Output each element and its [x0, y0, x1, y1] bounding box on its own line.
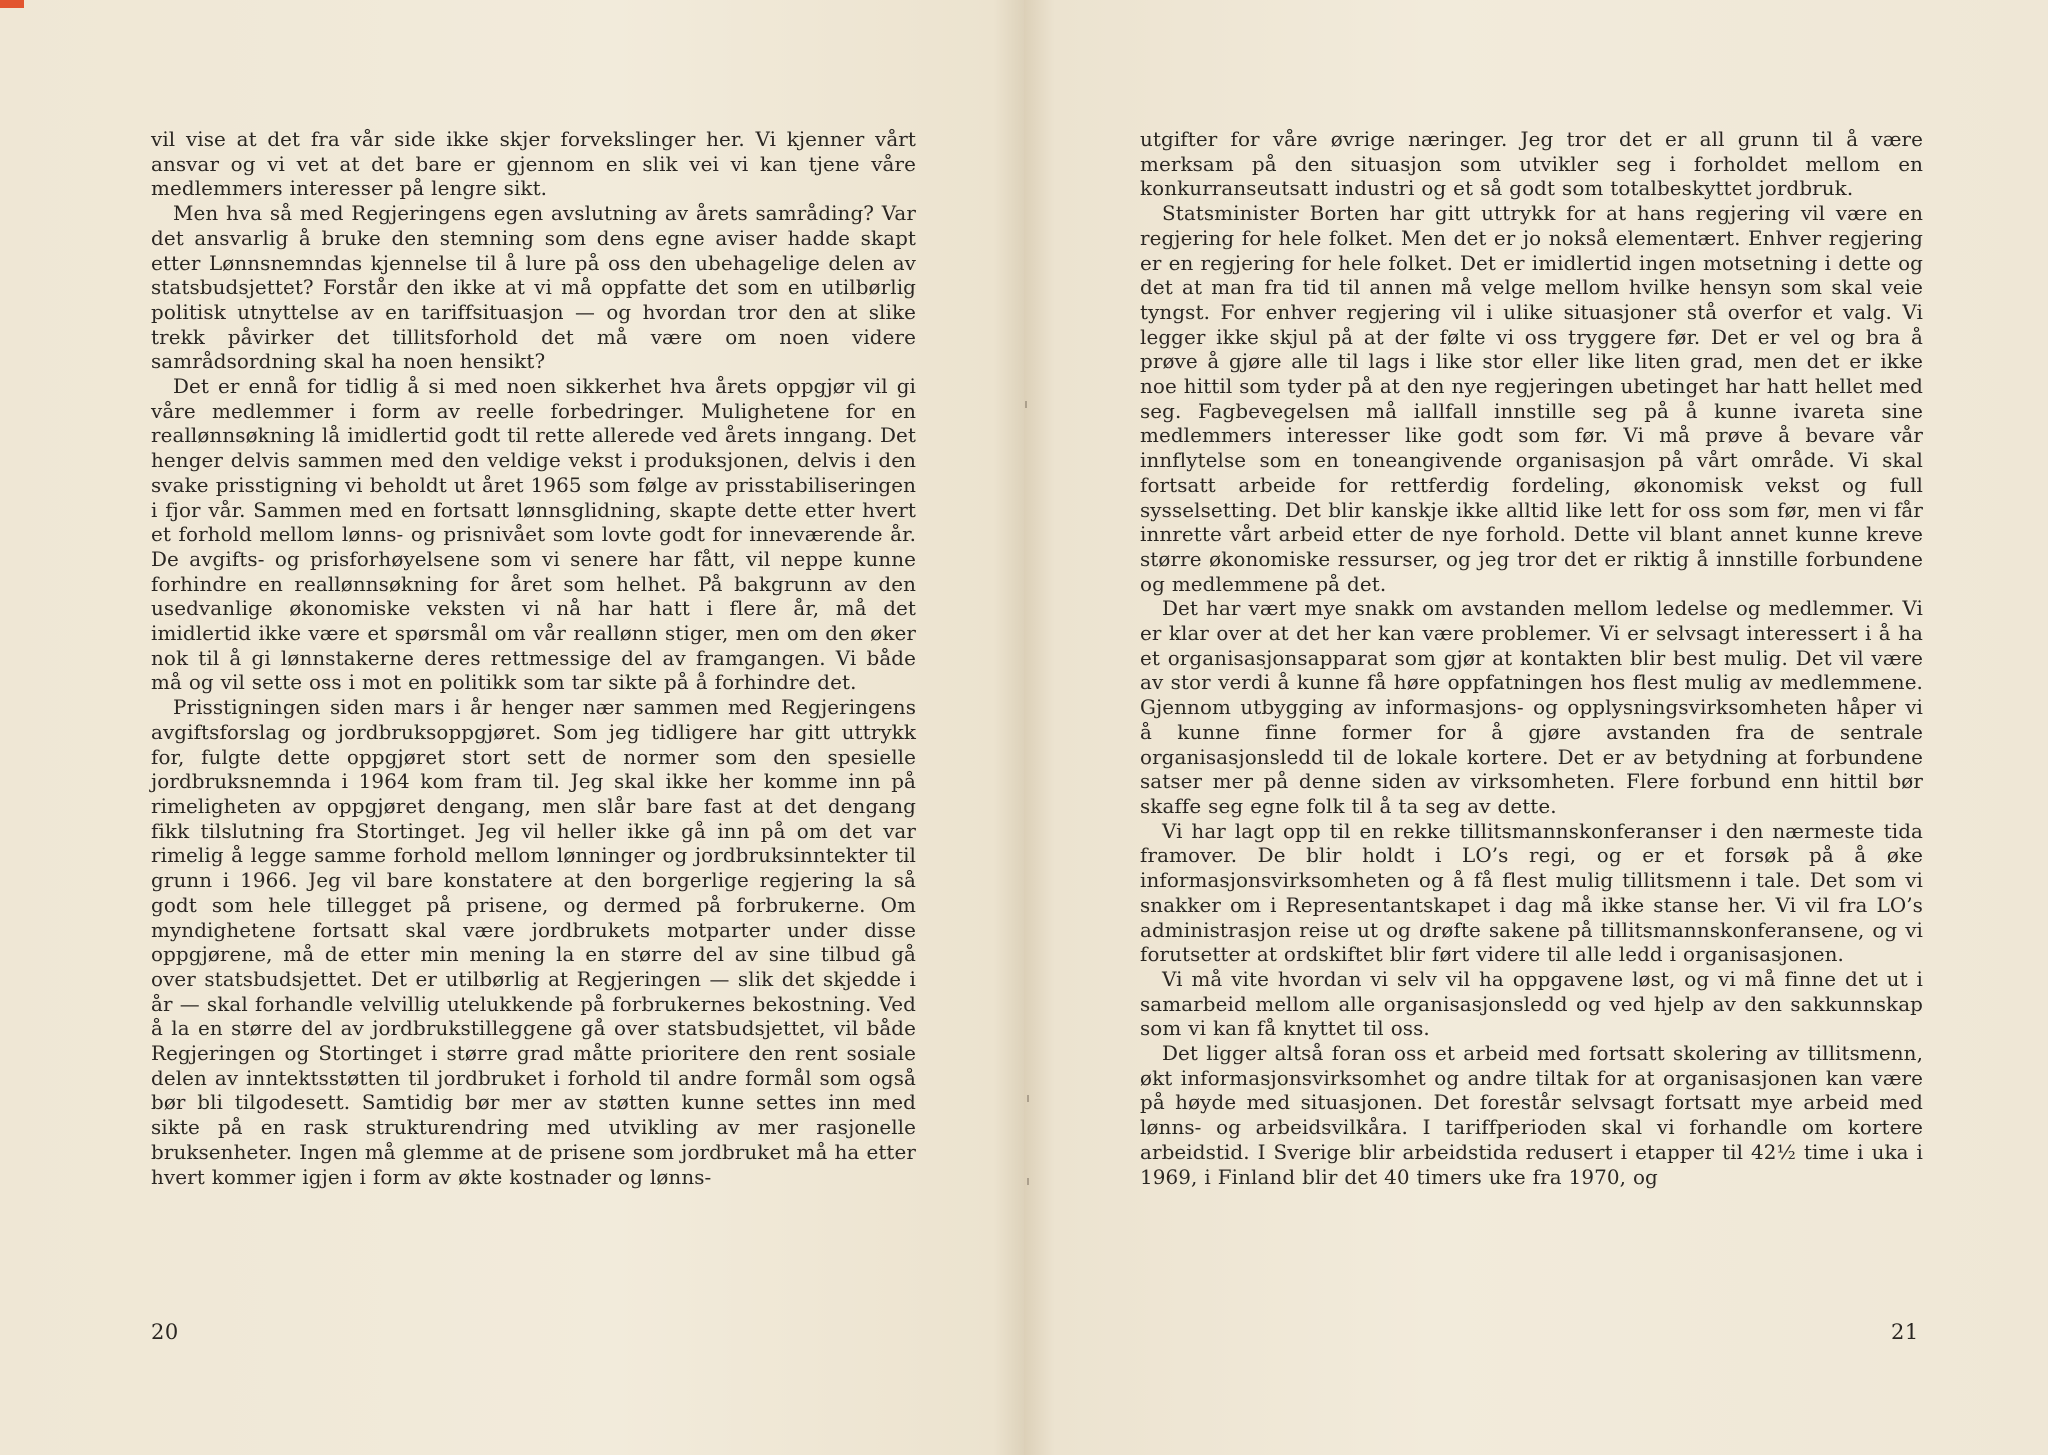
paragraph: Det ligger altså foran oss et arbeid med fortsatt skolering av tillitsmenn, økt informasjonsvirksomhet og andre tiltak for at organisasjonen kan være på høyde med situasjonen. Det forestår selvsagt fortsatt mye arbeid med lønns- og arbeidsvilkåra. I tariffperioden skal vi forhandle om kortere arbeidstid. I Sverige blir arbeidstida redusert i etapper til 42½ time i uka i 1969, i Finland blir det 40 timers uke fra 1970, og [1140, 1042, 1923, 1189]
gutter-mark [1025, 401, 1027, 408]
paragraph: Statsminister Borten har gitt uttrykk for at hans regjering vil være en regjering for hele folket. Men det er jo nokså elementært. Enhver regjering er en regjering for hele folket. Det er imidlertid ingen motsetning i dette og det at man fra tid til annen må velge mellom hvilke hensyn som skal veie tyngst. For enhver regjering vil i ulike situasjoner stå overfor et valg. Vi legger ikke skjul på at der følte vi oss tryggere før. Det er vel og bra å prøve å gjøre alle til lags i like stor eller like liten grad, men det er ikke noe hittil som tyder på at den nye regjeringen ubetinget har hatt hellet med seg. Fagbevegelsen må iallfall innstille seg på å kunne ivareta sine medlemmers interesser like godt som før. Vi må prøve å bevare vår innflytelse som en toneangivende organisasjon på vårt område. Vi skal fortsatt arbeide for rettferdig fordeling, økonomisk vekst og full sysselsetting. Det blir kanskje ikke alltid like lett for oss som før, men vi får innrette vårt arbeid etter de nye forhold. Dette vil blant annet kunne kreve større økonomiske ressurser, og jeg tror det er riktig å innstille forbundene og medlemmene på det. [1140, 202, 1923, 596]
page-number-left: 20 [151, 1320, 179, 1344]
paragraph: Vi må vite hvordan vi selv vil ha oppgavene løst, og vi må finne det ut i samarbeid mellom alle organisasjonsledd og ved hjelp av den sakkunnskap som vi kan få knyttet til oss. [1140, 967, 1923, 1041]
paragraph: Men hva så med Regjeringens egen avslutning av årets samråding? Var det ansvarlig å bruke den stemning som dens egne aviser hadde skapt etter Lønnsnemndas kjennelse til å lure på oss den ubehagelige delen av statsbudsjettet? Forstår den ikke at vi må oppfatte det som en utilbørlig politisk utnyttelse av en tariffsituasjon — og hvordan tror den at slike trekk påvirker det tillitsforhold det må være om noen videre samrådsordning skal ha noen hensikt? [151, 202, 916, 374]
paragraph: Det er ennå for tidlig å si med noen sikkerhet hva årets oppgjør vil gi våre medlemmer i form av reelle forbedringer. Mulighetene for en reallønnsøkning lå imidlertid godt til rette allerede ved årets inngang. Det henger delvis sammen med den veldige vekst i produksjonen, delvis i den svake prisstigning vi beholdt ut året 1965 som følge av prisstabiliseringen i fjor vår. Sammen med en fortsatt lønnsglidning, skapte dette etter hvert et forhold mellom lønns- og prisnivået som lovte godt for inneværende år. De avgifts- og prisforhøyelsene som vi senere har fått, vil neppe kunne forhindre en reallønnsøkning for året som helhet. På bakgrunn av den usedvanlige økonomiske veksten vi nå har hatt i flere år, må det imidlertid ikke være et spørsmål om vår reallønn stiger, men om den øker nok til å gi lønnstakerne deres rettmessige del av framgangen. Vi både må og vil sette oss i mot en politikk som tar sikte på å forhindre det. [151, 375, 916, 695]
paragraph: Prisstigningen siden mars i år henger nær sammen med Regjeringens avgiftsforslag og jordbruksoppgjøret. Som jeg tidligere har gitt uttrykk for, fulgte dette oppgjøret stort sett de normer som den spesielle jordbruksnemnda i 1964 kom fram til. Jeg skal ikke her komme inn på rimeligheten av oppgjøret dengang, men slår bare fast at det dengang fikk tilslutning fra Stortinget. Jeg vil heller ikke gå inn på om det var rimelig å legge samme forhold mellom lønninger og jordbruksinntekter til grunn i 1966. Jeg vil bare konstatere at den borgerlige regjering la så godt som hele tillegget på prisene, og dermed på forbrukerne. Om myndighetene fortsatt skal være jordbrukets motparter under disse oppgjørene, må de etter min mening la en større del av sine tilbud gå over statsbudsjettet. Det er utilbørlig at Regjeringen — slik det skjedde i år — skal forhandle velvillig utelukkende på forbrukernes bekostning. Ved å la en større del av jordbrukstilleggene gå over statsbudsjettet, vil både Regjeringen og Stortinget i større grad måtte prioritere den rent sosiale delen av inntektsstøtten til jordbruket i forhold til andre formål som også bør bli tilgodesett. Samtidig bør mer av støtten kunne settes inn med sikte på en rask strukturendring med utvikling av mer rasjonelle bruksenheter. Ingen må glemme at de prisene som jordbruket må ha etter hvert kommer igjen i form av økte kostnader og lønns- [151, 696, 916, 1189]
page-number-right: 21 [1891, 1320, 1919, 1344]
left-page-text [151, 128, 916, 1190]
paragraph: Det har vært mye snakk om avstanden mellom ledelse og medlemmer. Vi er klar over at det her kan være problemer. Vi er selvsagt interessert i å ha et organisasjonsapparat som gjør at kontakten blir best mulig. Det vil være av stor verdi å kunne få høre oppfatningen hos flest mulig av medlemmene. Gjennom utbygging av informasjons- og opplysningsvirksomheten håper vi å kunne finne former for å gjøre avstanden fra de sentrale organisasjonsledd til de lokale kortere. Det er av betydning at forbundene satser mer på denne siden av virksomheten. Flere forbund enn hittil bør skaffe seg egne folk til å ta seg av dette. [1140, 597, 1923, 818]
gutter-mark [1027, 1178, 1029, 1185]
paragraph: Vi har lagt opp til en rekke tillitsmannskonferanser i den nærmeste tida framover. De blir holdt i LO’s regi, og er et forsøk på å øke informasjonsvirksomheten og å få flest mulig tillitsmenn i tale. Det som vi snakker om i Representantskapet i dag må ikke stanse her. Vi vil fra LO’s administrasjon reise ut og drøfte sakene på tillitsmannskonferansene, og vi forutsetter at ordskiftet blir ført videre til alle ledd i organisasjonen. [1140, 819, 1923, 967]
corner-color-mark [0, 0, 24, 8]
right-page-text [1140, 128, 1923, 1190]
paragraph: vil vise at det fra vår side ikke skjer forvekslinger her. Vi kjenner vårt ansvar og vi vet at det bare er gjennom en slik vei vi kan tjene våre medlemmers interesser på lengre sikt. [151, 128, 916, 201]
paragraph: utgifter for våre øvrige næringer. Jeg tror det er all grunn til å være merksam på den situasjon som utvikler seg i forholdet mellom en konkurranseutsatt industri og et så godt som totalbeskyttet jordbruk. [1140, 128, 1923, 201]
gutter-mark [1027, 1095, 1029, 1102]
right-page [1024, 0, 2048, 1455]
